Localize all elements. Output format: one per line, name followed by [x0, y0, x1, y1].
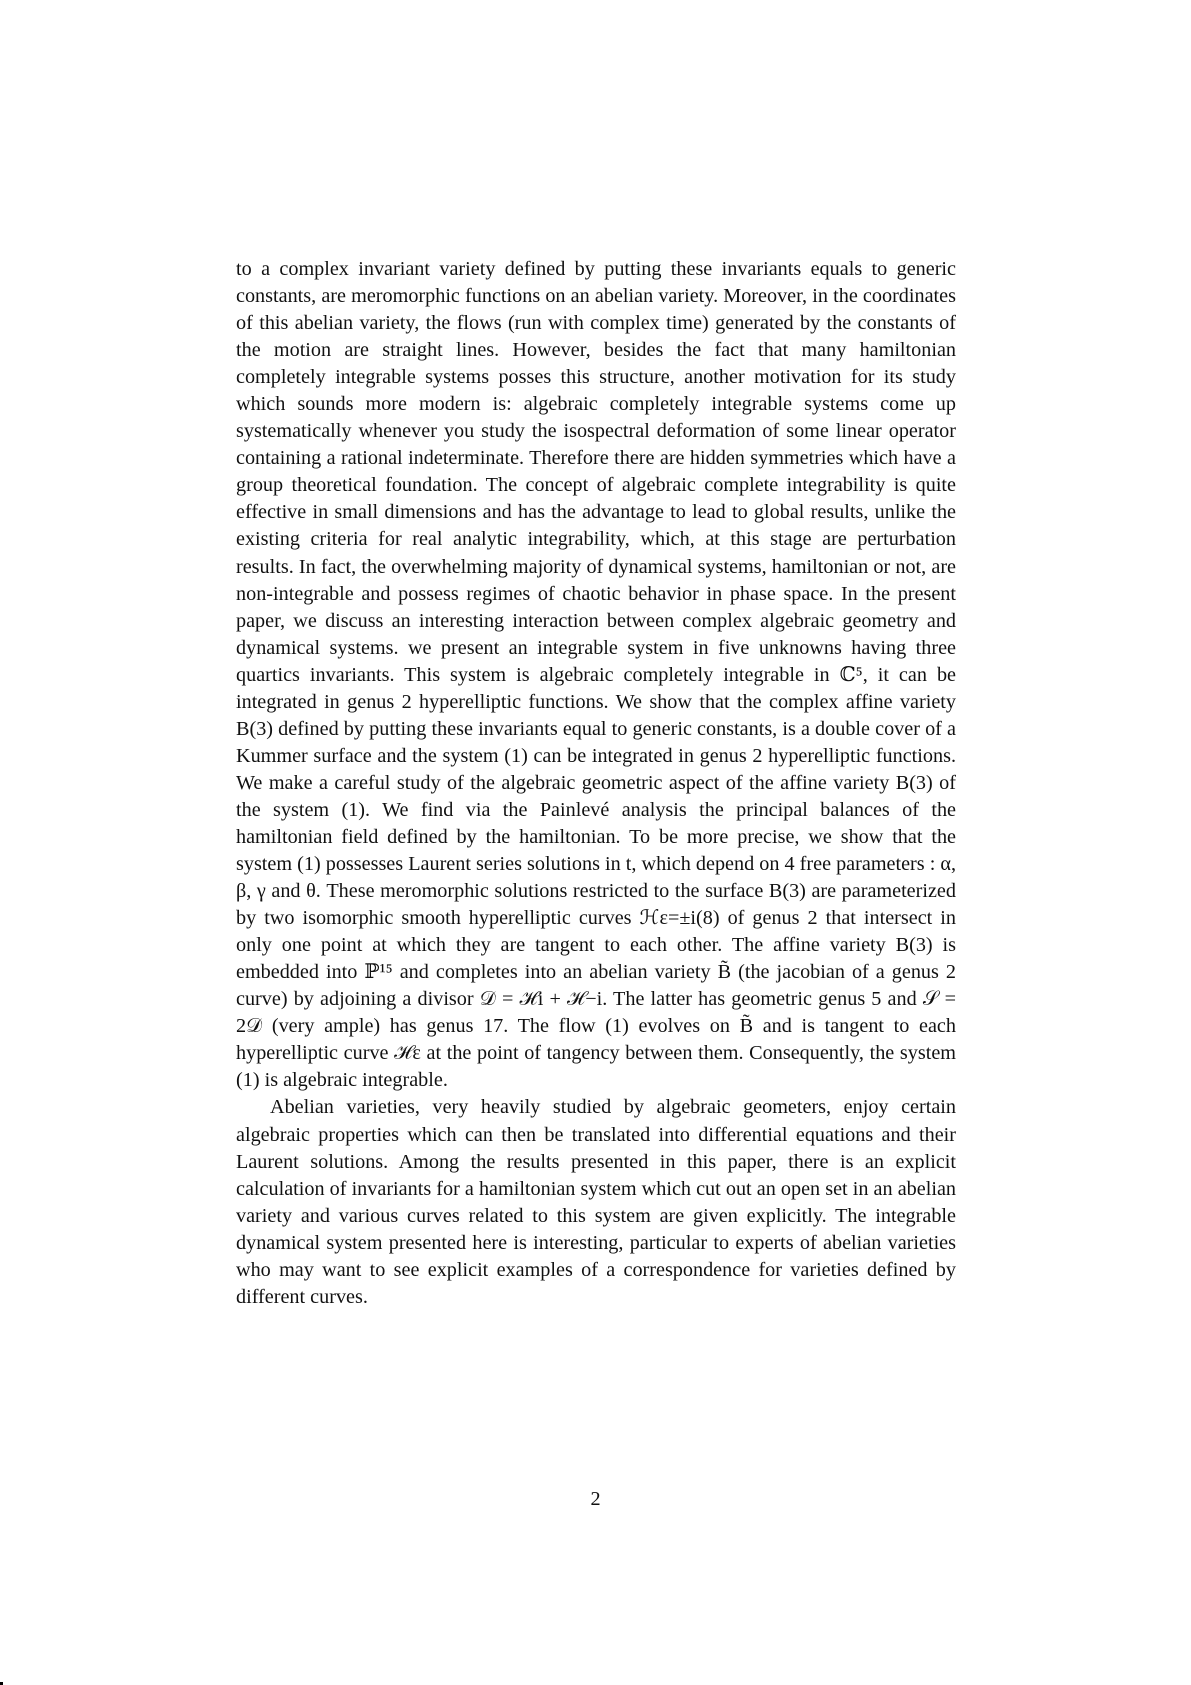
- paragraph-2: Abelian varieties, very heavily studied by algebraic geometers, enjoy certain algebraic properties which can then be translated into differential equations and their Laurent solutions. Among the results presented in this paper, there is an explicit calculation of invariants for a hamiltonian system which cut out an open set in an abelian variety and various curves related to this system are given explicitly. The integrable dynamical system presented here is interesting, particular to experts of abelian varieties who may want to see explicit examples of a correspondence for varieties defined by different curves.: [236, 1096, 956, 1308]
- paragraph-1: to a complex invariant variety defined by putting these invariants equals to generic constants, are meromorphic functions on an abelian variety. Moreover, in the coordinates of this abelian variety, the flows (run with complex time) generated by the constants of the motion are straight lines. However, besides the fact that many hamiltonian completely integrable systems posses this structure, another motivation for its study which sounds more modern is: algebraic completely integrable systems come up systematically whenever you study the isospectral deformation of some linear operator containing a rational indeterminate. Therefore there are hidden symmetries which have a group theoretical foundation. The concept of algebraic complete integrability is quite effective in small dimensions and has the advantage to lead to global results, unlike the existing criteria for real analytic integrability, which, at this stage are perturbation results. In fact, the overwhelming majority of dynamical systems, hamiltonian or not, are non-integrable and possess regimes of chaotic behavior in phase space. In the present paper, we discuss an interesting interaction between complex algebraic geometry and dynamical systems. we present an integrable system in five unknowns having three quartics invariants. This system is algebraic completely integrable in ℂ⁵, it can be integrated in genus 2 hyperelliptic functions. We show that the complex affine variety B(3) defined by putting these invariants equal to generic constants, is a double cover of a Kummer surface and the system (1) can be integrated in genus 2 hyperelliptic functions. We make a careful study of the algebraic geometric aspect of the affine variety B(3) of the system (1). We find via the Painlevé analysis the principal balances of the hamiltonian field defined by the hamiltonian. To be more precise, we show that the system (1) possesses Laurent series solutions in t, which depend on 4 free parameters : α, β, γ and θ. These meromorphic solutions restricted to the surface B(3) are parameterized by two isomorphic smooth hyperelliptic curves ℋε=±i(8) of genus 2 that intersect in only one point at which they are tangent to each other. The affine variety B(3) is embedded into ℙ¹⁵ and completes into an abelian variety B̃ (the jacobian of a genus 2 curve) by adjoining a divisor 𝒟 = ℋi + ℋ−i. The latter has geometric genus 5 and 𝒮 = 2𝒟 (very ample) has genus 17. The flow (1) evolves on B̃ and is tangent to each hyperelliptic curve ℋε at the point of tangency between them. Consequently, the system (1) is algebraic integrable.: [236, 258, 956, 1092]
- page-number: 2: [590, 1488, 601, 1510]
- body-text: [236, 256, 956, 1311]
